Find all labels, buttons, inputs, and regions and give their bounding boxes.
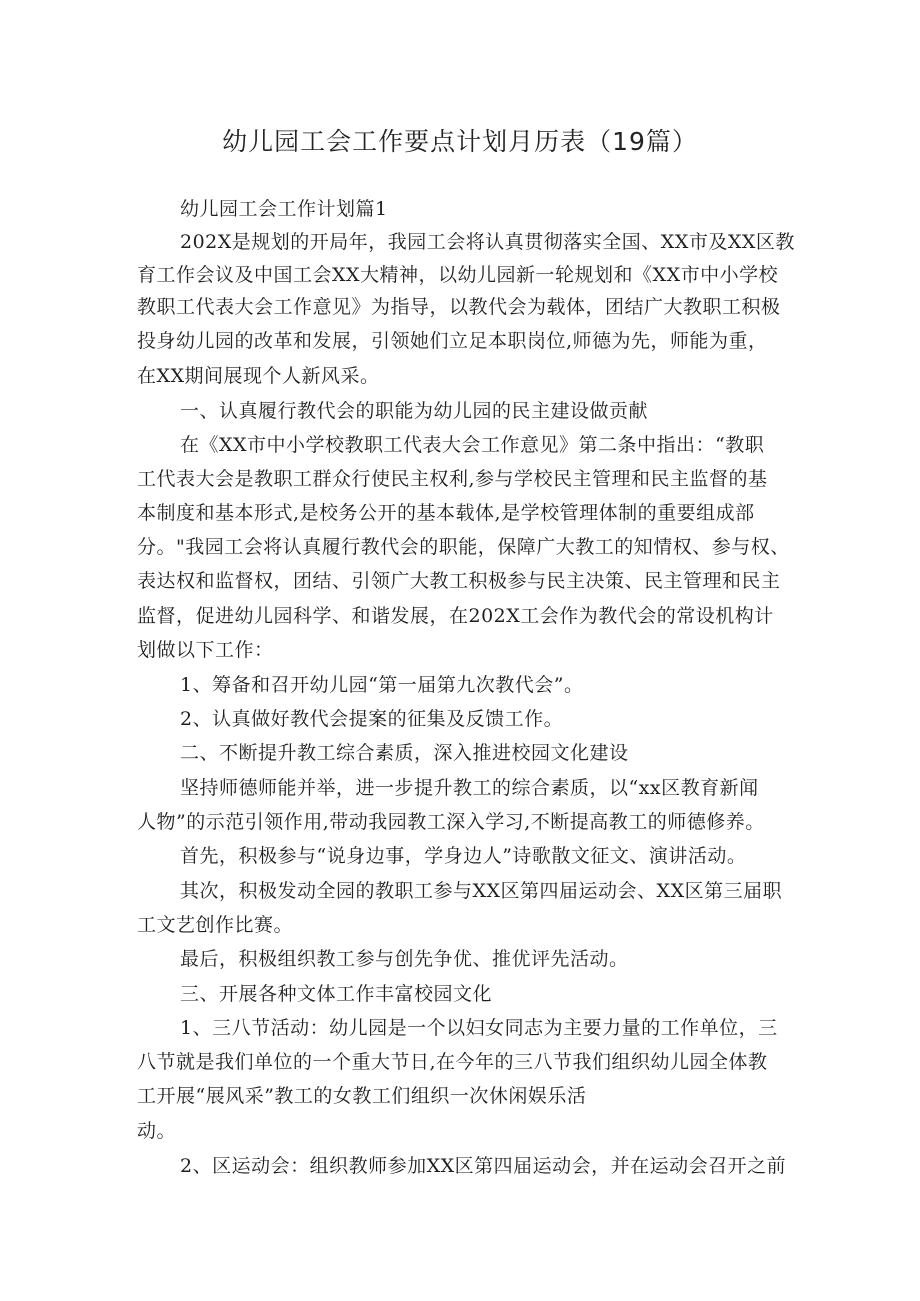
section-heading: 二、不断提升教工综合素质，深入推进校园文化建设 — [180, 742, 629, 764]
paragraph-line: 其次，积极发动全园的教职工参与XX区第四届运动会、XX区第三届职 — [180, 880, 783, 902]
paragraph-line: 本制度和基本形式,是校务公开的基本载体,是学校管理体制的重要组成部 — [137, 502, 755, 524]
paragraph-line: 工代表大会是教职工群众行使民主权利,参与学校民主管理和民主监督的基 — [137, 468, 768, 490]
paragraph-line: 幼儿园工会工作计划篇1 — [180, 198, 388, 220]
section-heading: 一、认真履行教代会的职能为幼儿园的民主建设做贡献 — [180, 400, 649, 422]
paragraph-line: 202X是规划的开局年，我园工会将认真贯彻落实全国、XX市及XX区教 — [180, 231, 795, 253]
paragraph-line: 动。 — [137, 1120, 177, 1142]
document-title: 幼儿园工会工作要点计划月历表（19篇） — [222, 127, 698, 156]
paragraph-line: 划做以下工作： — [137, 639, 274, 661]
paragraph-line: 分。"我园工会将认真履行教代会的职能，保障广大教工的知情权、参与权、 — [137, 536, 790, 558]
paragraph-line: 在XX期间展现个人新风采。 — [137, 365, 380, 387]
paragraph-line: 最后，积极组织教工参与创先争优、推优评先活动。 — [180, 948, 629, 970]
paragraph-line: 教职工代表大会工作意见》为指导，以教代会为载体，团结广大教职工积极 — [137, 296, 781, 318]
paragraph-line: 八节就是我们单位的一个重大节日,在今年的三八节我们组织幼儿园全体教 — [137, 1051, 768, 1073]
paragraph-line: 在《XX市中小学校教职工代表大会工作意见》第二条中指出：“教职 — [180, 434, 765, 456]
paragraph-line: 表达权和监督权，团结、引领广大教工积极参与民主决策、民主管理和民主 — [137, 570, 781, 592]
paragraph-line: 监督，促进幼儿园科学、和谐发展，在202X工会作为教代会的常设机构计 — [137, 605, 774, 627]
list-item: 2、区运动会：组织教师参加XX区第四届运动会，并在运动会召开之前 — [180, 1155, 787, 1177]
paragraph-line: 工开展“展风采”教工的女教工们组织一次休闲娱乐活 — [137, 1085, 587, 1107]
paragraph-line: 工文艺创作比赛。 — [137, 914, 294, 936]
paragraph-line: 人物”的示范引领作用,带动我园教工深入学习,不断提高教工的师德修养。 — [137, 811, 765, 833]
paragraph-line: 育工作会议及中国工会XX大精神，以幼儿园新一轮规划和《XX市中小学校 — [137, 264, 779, 286]
section-heading: 三、开展各种文体工作丰富校园文化 — [180, 983, 493, 1005]
list-item: 1、三八节活动：幼儿园是一个以妇女同志为主要力量的工作单位，三 — [180, 1017, 778, 1039]
list-item: 1、筹备和召开幼儿园“第一届第九次教代会”。 — [180, 674, 584, 696]
list-item: 2、认真做好教代会提案的征集及反馈工作。 — [180, 708, 564, 730]
paragraph-line: 投身幼儿园的改革和发展，引领她们立足本职岗位,师德为先，师能为重， — [137, 330, 768, 352]
paragraph-line: 坚持师德师能并举，进一步提升教工的综合素质，以“xx区教育新闻 — [180, 777, 759, 799]
paragraph-line: 首先，积极参与“说身边事，学身边人”诗歌散文征文、演讲活动。 — [180, 845, 747, 867]
